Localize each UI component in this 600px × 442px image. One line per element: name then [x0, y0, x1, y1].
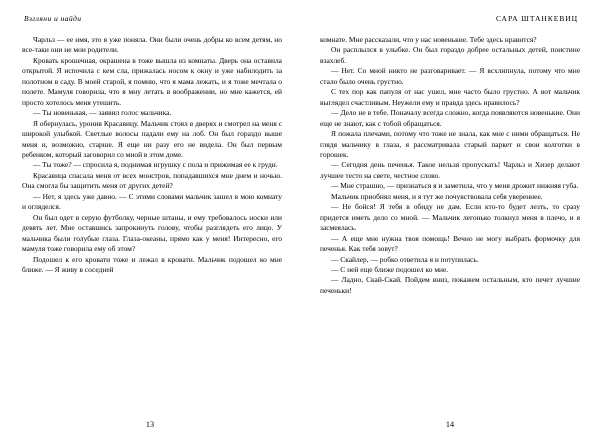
paragraph: — Мне страшно, — признаться я и заметила, что у меня дрожит нижняя губа. [331, 181, 579, 191]
paragraph: Красавица спасала меня от всех монстров, попадавшихся мне днем и ночью. Она смогла бы защитить меня от других детей? [22, 170, 282, 191]
running-head-left: Взгляни и найди [24, 14, 82, 23]
paragraph: Я обернулась, уронив Красавицу. Мальчик стоял в дверях и смотрел на меня с широкой улыбкой. Светлые волосы падали ему на лоб. Он был гораздо выше меня и, возможно, старше. Я еще ни разу его не видела. Он был первым ребенком, который заговорил со мной в этом доме. [22, 118, 282, 159]
page-number-left [0, 420, 304, 429]
paragraph: — Нет, я здесь уже давно. — С этими словами мальчик зашел в мою комнату и огляделся. [22, 191, 282, 212]
page-right [300, 0, 600, 442]
paragraph: — С ней еще ближе подошел ко мне. [331, 264, 449, 274]
paragraph: — Дело не в тебе. Поначалу всегда сложно, когда появляются новенькие. Они еще не знают, как с тобой обращаться. [320, 108, 580, 128]
paragraph: комнате. Мне рассказали, что у нас новенькие. Тебе здесь нравится? [320, 35, 537, 44]
paragraph: Кровать крошечная, окрашена в тоже вышла из комнаты. Дверь она оставила открытой. Я испочила с кем сла, прижалась носом к окну и уже набилодить за полотном в саду. В моей старой, я помню, что я мама лежать, и я тоже мечтала о полете. Мамуля говорила, что я мну летать в воображении, но мне кажется, ей просто хотелось меня утешить. [22, 55, 282, 107]
page-number-left-value: 13 [145, 420, 155, 429]
paragraph: — А еще мне нужна твоя помощь! Вечно не могу выбрать формочку для печенья. Как тебя зовут? [320, 233, 580, 254]
page-right-body [320, 35, 580, 296]
page-left-body [22, 35, 282, 275]
paragraph: Подошел к его кровати тоже и лежал в кровати. Мальчик подошел ко мне ближе. — Я живу в соседней [22, 254, 282, 274]
paragraph: — Сегодня день печенья. Такое нельзя пропускать! Чарльз и Хизер делают лучшее тесто на свете, честное слово. [320, 160, 580, 180]
paragraph: — Скайлер, — робко ответила я и потупилась. [331, 254, 479, 264]
running-head-right: САРА ШТАНКЕВИЦ [495, 14, 578, 23]
paragraph: — Нет. Со мной никто не разговаривает. — Я всхлипнула, потому что мне стало было очень грустно. [320, 66, 580, 86]
paragraph: С тех пор как папуля от нас ушел, мне часто было грустно. А вот мальчик выглядел счастливым. Неужели ему и правда здесь нравилось? [320, 87, 580, 107]
page-number-right [300, 420, 600, 429]
paragraph: — Ты новенькая, — заявил голос мальчика. [33, 108, 172, 118]
paragraph: Он был одет в серую футболку, черные штаны, и ему требовалось носки или девять лет. Мне оставшись запрокинуть голову, чтобы разглядеть его лицо. У мальчика были голубые глаза. Глаза-океаны, прямо как у меня! Интересно, его мамуля тоже говорила ему об этом? [22, 212, 282, 254]
paragraph: — Ладно, Скай-Скай. Пойдем вниз, покажем остальным, кто печет лучшие печеньки! [320, 275, 580, 295]
paragraph: Мальчик приобнял меня, и я тут же почувствовала себя увереннее. [331, 191, 543, 201]
paragraph: — Ты тоже? — спросила я, поднимая игрушку с пола и прижимая ее к груди. [33, 160, 278, 170]
paragraph: Чарльз — ее имя, это я уже поняла. Они были очень добры ко всем детям, но все-таки они не мои родители. [22, 35, 282, 55]
paragraph: — Не бойся! Я тебя в обиду не дам. Если кто-то будет лезть, то сразу придется иметь дело со мной. — Мальчик легонько толкнул меня в плечо, и я засмеялась. [320, 202, 580, 233]
page-number-right-value: 14 [445, 420, 455, 429]
paragraph: Он расплылся в улыбке. Он был гораздо добрее остальных детей, поистине взахлеб. [320, 45, 580, 65]
paragraph: Я пожала плечами, потому что тоже не знала, как мне с ними обращаться. Не глядя мальчику в глаза, я рассматривала старый паркет и свои колготки в горошек. [320, 129, 580, 159]
